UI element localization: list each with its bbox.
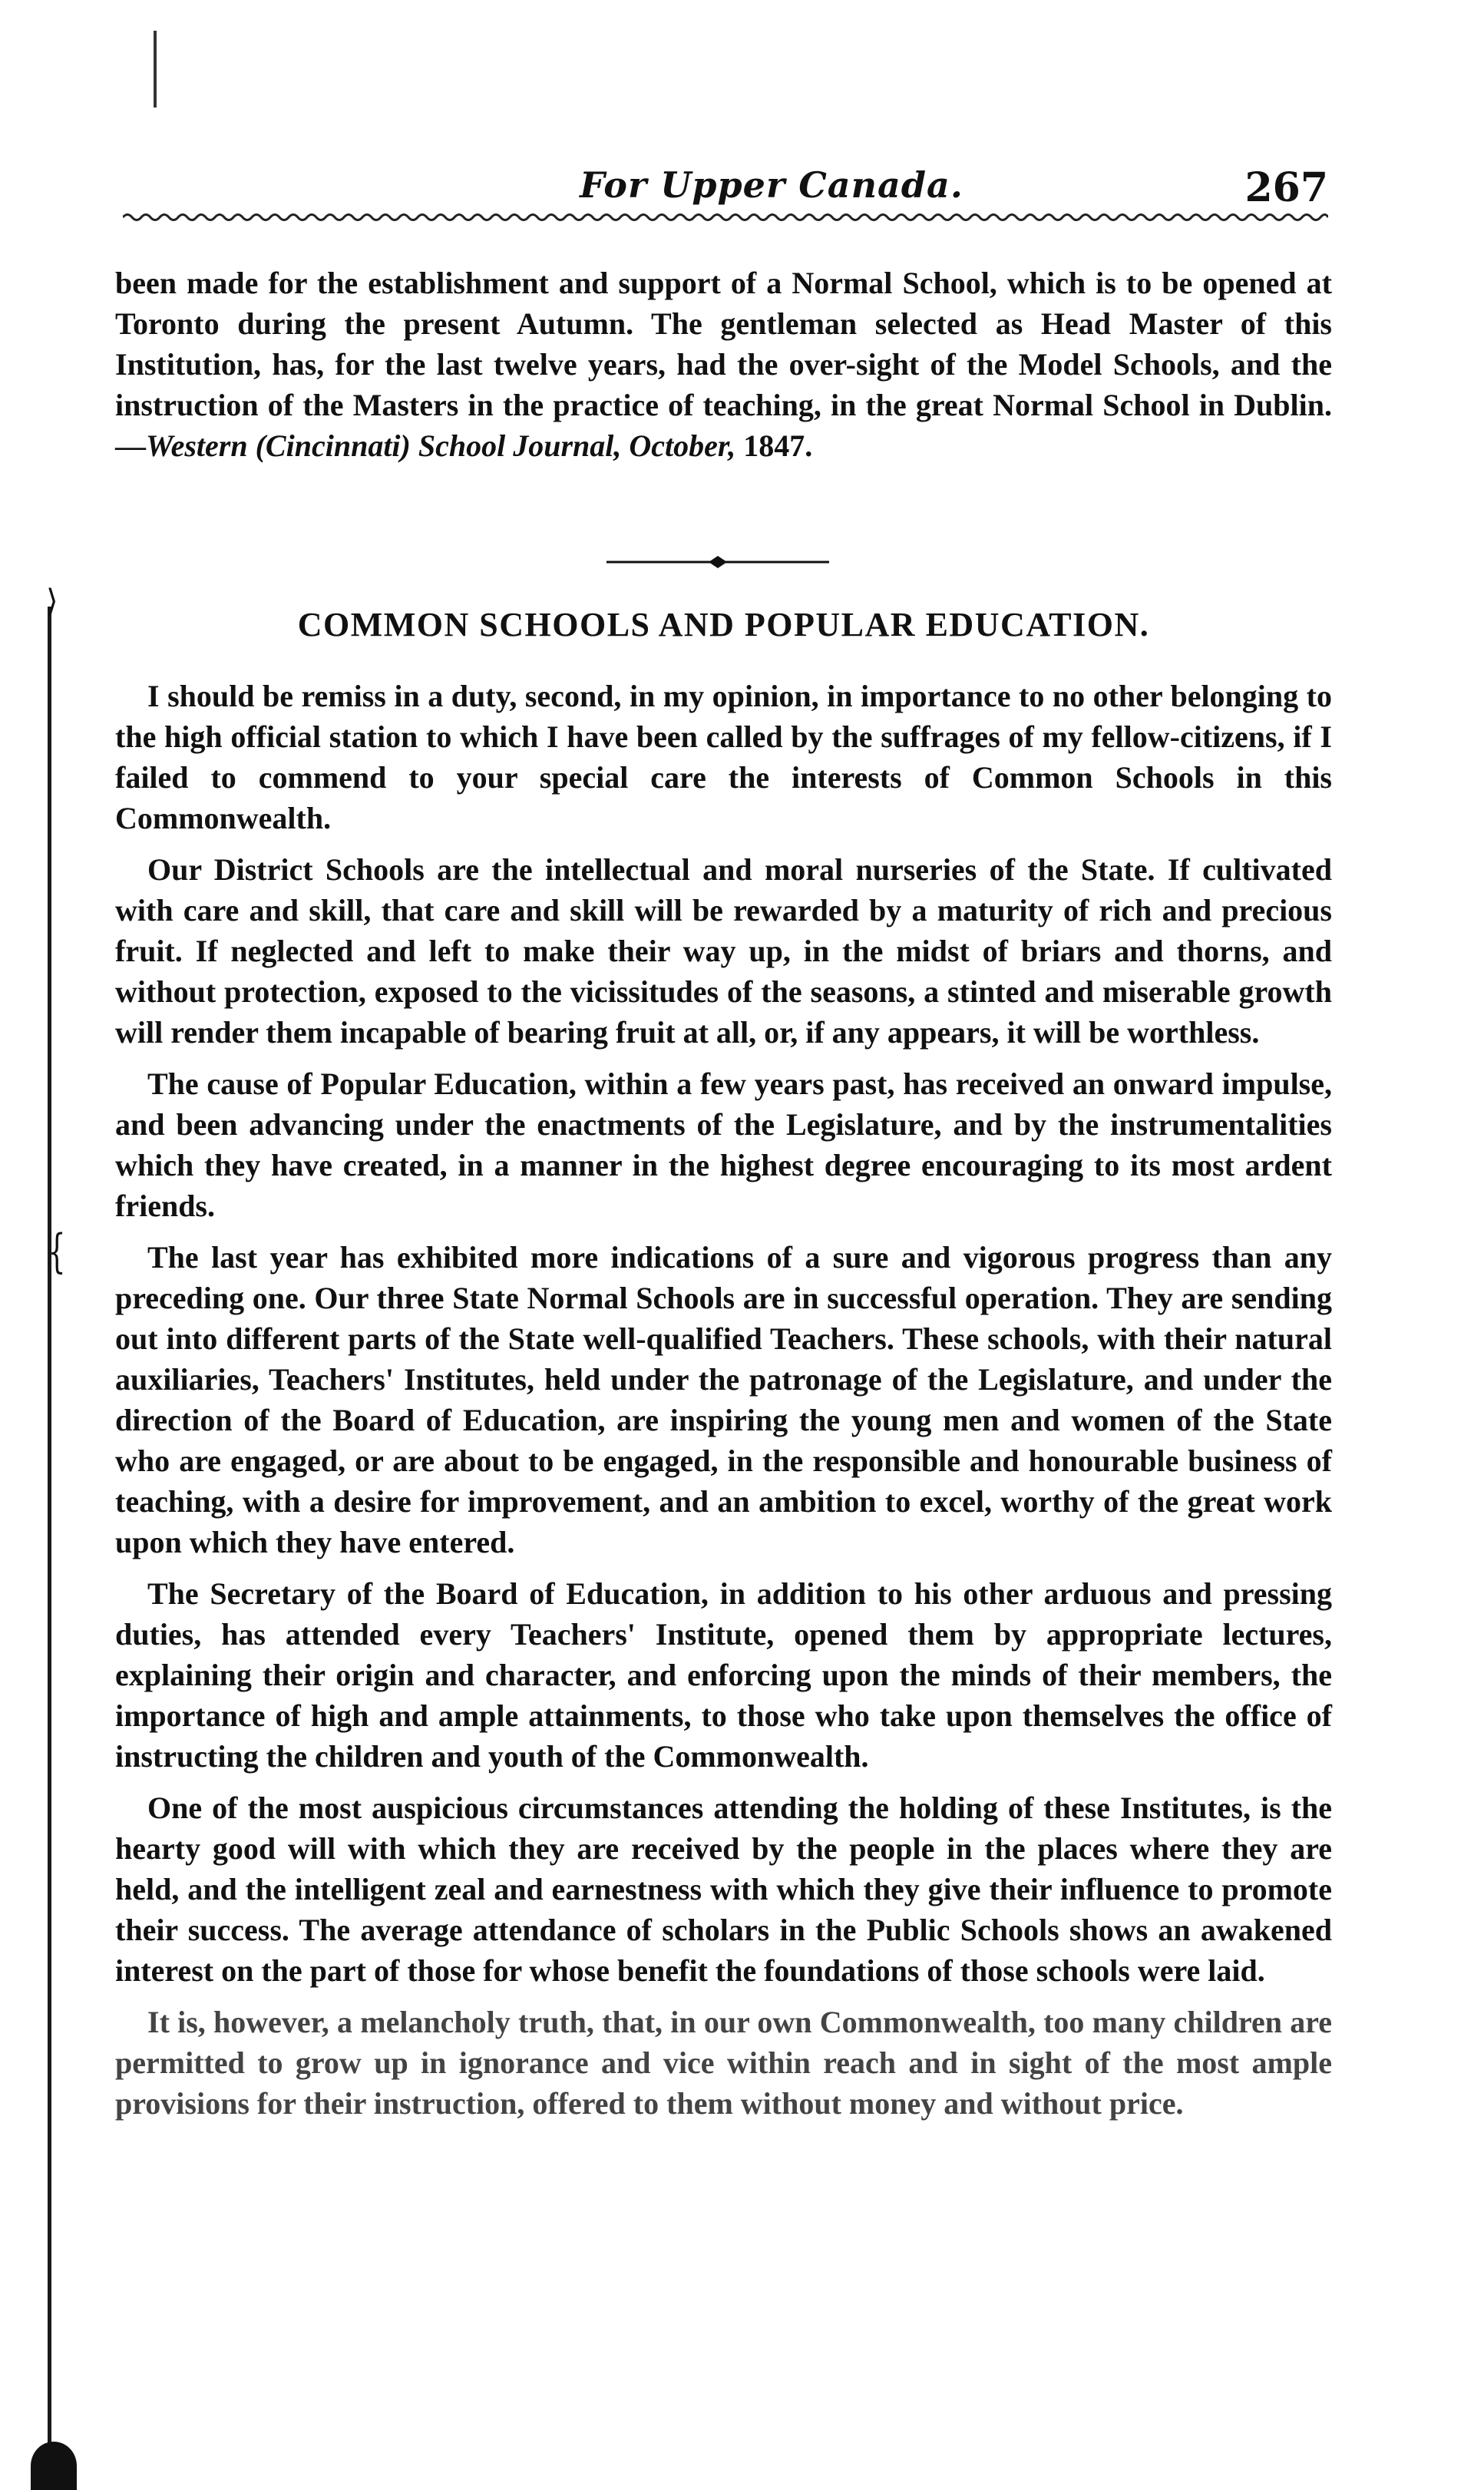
source-year: 1847.	[735, 428, 813, 463]
article-paragraph: The Secretary of the Board of Education, in addition to his other arduous and pressing duties, has attended every Teachers' Institute, opened them by appropriate lectures, explaining their origin and character, and enforcing upon the minds of their members, the importance of high and ample attainments, to those who take upon themselves the office of instructing the children and youth of the Commonwealth.	[115, 1576, 1332, 1774]
article-paragraph: The last year has exhibited more indications of a sure and vigorous progress than any preceding one. Our three State Normal Schools are in successful operation. They are sending out into different parts of the State well-qualified Teachers. These schools, with their natural auxiliaries, Teachers' Institutes, held under the patronage of the Legislature, and under the direction of the Board of Education, are inspiring the young men and women of the State who are engaged, or are about to be engaged, in the responsible and honourable business of teaching, with a desire for improvement, and an ambition to excel, worthy of the great work upon which they have entered.	[115, 1240, 1332, 1559]
article-paragraph: I should be remiss in a duty, second, in my opinion, in importance to no other belonging to the high official station to which I have been called by the suffrages of my fellow-citizens, if I failed to commend to your special care the interests of Common Schools in this Commonwealth.	[115, 679, 1332, 835]
margin-scan-line	[154, 31, 157, 107]
margin-ink-blot	[31, 2442, 77, 2490]
continued-paragraph	[115, 263, 1332, 466]
binding-edge-line	[48, 607, 51, 2490]
running-header	[115, 154, 1328, 211]
article-title: COMMON SCHOOLS AND POPULAR EDUCATION.	[297, 606, 1150, 643]
margin-bracket-mark: ⟩	[46, 584, 58, 619]
header-wavy-rule	[123, 212, 1328, 223]
article-paragraph: One of the most auspicious circumstances attending the holding of these Institutes, is the hearty good will with which they are received by the people in the places where they are held, and the intelligent zeal and earnestness with which they give their influence to promote their success. The average attendance of scholars in the Public Schools shows an awakened interest on the part of those for whose benefit the foundations of those schools were laid.	[115, 1791, 1332, 1988]
article-paragraph: The cause of Popular Education, within a few years past, has received an onward impulse, and been advancing under the enactments of the Legislature, and by the instrumentalities which they have created, in a manner in the highest degree encouraging to its most ardent friends.	[115, 1066, 1332, 1223]
section-divider-ornament	[606, 554, 829, 570]
article-paragraph: Our District Schools are the intellectual and moral nurseries of the State. If cultivated with care and skill, that care and skill will be rewarded by a maturity of rich and precious fruit. If neglected and left to make their way up, in the midst of briars and thorns, and without protection, exposed to the vicissitudes of the seasons, a stinted and miserable growth will render them incapable of bearing fruit at all, or, if any appears, it will be worthless.	[115, 852, 1332, 1050]
source-citation: Western (Cincinnati) School Journal, October,	[146, 428, 736, 463]
page-number: 267	[1244, 164, 1328, 211]
continued-paragraph-text: been made for the establishment and support of a Normal School, which is to be opened at Toronto during the present Autumn. The gentleman selected as Head Master of this Institution, has, for the last twelve years, had the over-sight of the Model Schools, and the instruction of the Masters in the practice of teaching, in the great Normal School in Dublin.—	[115, 266, 1332, 463]
margin-brace-mark: {	[48, 1225, 66, 1278]
running-title: For Upper Canada.	[580, 164, 963, 206]
article-paragraph: It is, however, a melancholy truth, that, in our own Commonwealth, too many children are permitted to grow up in ignorance and vice within reach and in sight of the most ample provisions for their instruction, offered to them without money and without price.	[115, 2005, 1332, 2121]
article-body	[115, 676, 1332, 2135]
